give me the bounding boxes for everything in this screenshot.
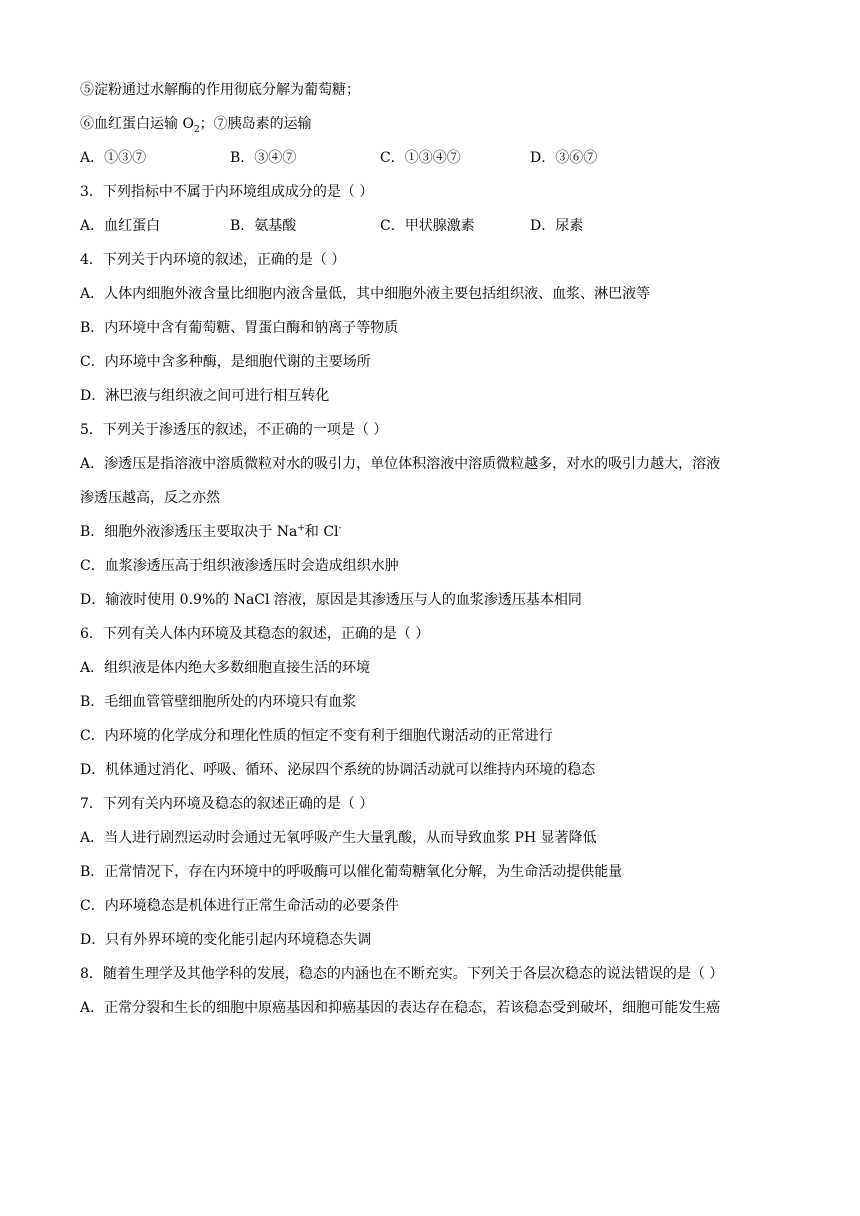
text-fragment: B．细胞外液渗透压主要取决于 Na — [80, 524, 298, 540]
option-a: A．当人进行剧烈运动时会通过无氧呼吸产生大量乳酸，从而导致血浆 PH 显著降低 — [80, 830, 597, 846]
question-stem: 5．下列关于渗透压的叙述，不正确的一项是（ ） — [80, 422, 388, 438]
option-a: A．渗透压是指溶液中溶质微粒对水的吸引力，单位体积溶液中溶质微粒越多，对水的吸引力越大，溶液 — [80, 456, 721, 472]
question-stem: 7．下列有关内环境及稳态的叙述正确的是（ ） — [80, 796, 374, 812]
superscript: + — [297, 523, 305, 534]
option-c: C．①③④⑦ — [380, 150, 461, 166]
text-fragment: 和 Cl — [304, 524, 339, 540]
option-a: A．①③⑦ — [80, 150, 147, 166]
option-d: D．③⑥⑦ — [530, 150, 598, 166]
option-a: A．人体内细胞外液含量比细胞内液含量低，其中细胞外液主要包括组织液、血浆、淋巴液等 — [80, 286, 651, 302]
option-b: B．③④⑦ — [230, 150, 297, 166]
question-stem: 3．下列指标中不属于内环境组成成分的是（ ） — [80, 184, 374, 200]
option-c: C．甲状腺激素 — [380, 218, 475, 234]
question-stem: 4．下列关于内环境的叙述，正确的是（ ） — [80, 252, 346, 268]
question-text-line — [80, 114, 790, 134]
option-a: A．正常分裂和生长的细胞中原癌基因和抑癌基因的表达存在稳态，若该稳态受到破坏，细胞可能发生癌 — [80, 1000, 721, 1016]
question-stem: 8．随着生理学及其他学科的发展，稳态的内涵也在不断充实。下列关于各层次稳态的说法错误的是（ ） — [80, 966, 724, 982]
option-b — [80, 522, 790, 542]
option-b: B．正常情况下，存在内环境中的呼吸酶可以催化葡萄糖氧化分解，为生命活动提供能量 — [80, 864, 623, 880]
option-c: C．内环境的化学成分和理化性质的恒定不变有利于细胞代谢活动的正常进行 — [80, 728, 553, 744]
question-text-line: ⑤淀粉通过水解酶的作用彻底分解为葡萄糖； — [80, 82, 360, 98]
question-stem: 6．下列有关人体内环境及其稳态的叙述，正确的是（ ） — [80, 626, 430, 642]
option-d: D．只有外界环境的变化能引起内环境稳态失调 — [80, 932, 372, 948]
option-c: C．血浆渗透压高于组织液渗透压时会造成组织水肿 — [80, 558, 399, 574]
option-b: B．氨基酸 — [230, 218, 297, 234]
option-d: D．尿素 — [530, 218, 584, 234]
superscript: - — [338, 523, 342, 534]
option-b: B．毛细血管管壁细胞所处的内环境只有血浆 — [80, 694, 357, 710]
option-d: D．淋巴液与组织液之间可进行相互转化 — [80, 388, 330, 404]
option-b: B．内环境中含有葡萄糖、胃蛋白酶和钠离子等物质 — [80, 320, 399, 336]
option-c: C．内环境中含多种酶，是细胞代谢的主要场所 — [80, 354, 371, 370]
option-a: A．血红蛋白 — [80, 218, 161, 234]
option-d: D．机体通过消化、呼吸、循环、泌尿四个系统的协调活动就可以维持内环境的稳态 — [80, 762, 596, 778]
q3-options — [80, 216, 790, 236]
option-c: C．内环境稳态是机体进行正常生命活动的必要条件 — [80, 898, 399, 914]
option-d: D．输液时使用 0.9%的 NaCl 溶液，原因是其渗透压与人的血浆渗透压基本相同 — [80, 592, 582, 608]
text-fragment: ⑥血红蛋白运输 O — [80, 116, 194, 132]
q2-options — [80, 148, 790, 168]
subscript: 2 — [193, 124, 200, 135]
option-a-continued: 渗透压越高，反之亦然 — [80, 490, 220, 506]
text-fragment: ；⑦胰岛素的运输 — [199, 116, 312, 132]
option-a: A．组织液是体内绝大多数细胞直接生活的环境 — [80, 660, 371, 676]
